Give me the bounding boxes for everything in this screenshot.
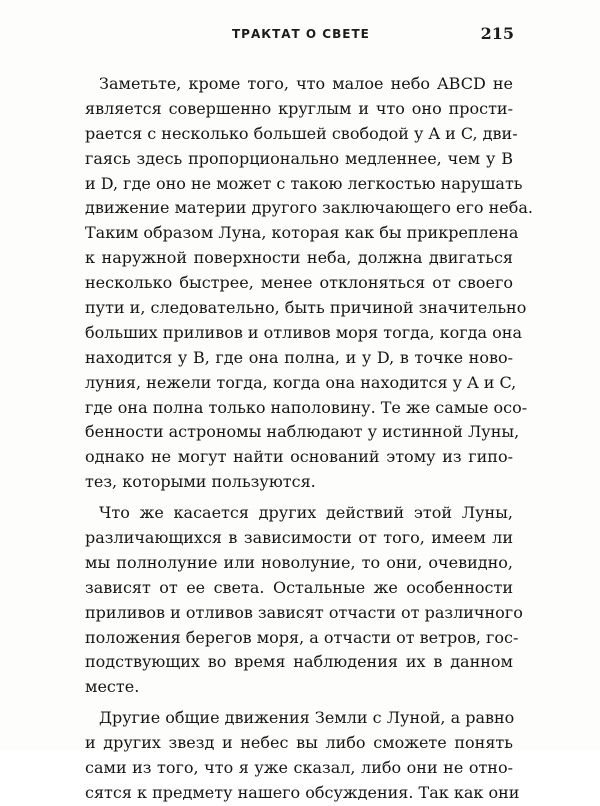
text-line: является совершенно круглым и что оно прости- bbox=[85, 98, 513, 118]
text-line: несколько быстрее, менее отклоняться от своего bbox=[85, 273, 513, 293]
text-line: сятся к предмету нашего обсуждения. Так как они bbox=[85, 782, 520, 802]
text-line: Другие общие движения Земли с Луной, а равно bbox=[99, 708, 515, 728]
text-line: бенности астрономы наблюдают у истинной Луны, bbox=[85, 422, 520, 442]
text-line: мы полнолуние или новолуние, то они, очевидно, bbox=[85, 552, 513, 572]
text-line: движение материи другого заключающего его неба. bbox=[85, 198, 533, 218]
text-line: гаясь здесь пропорционально медленнее, чем у B bbox=[85, 148, 513, 168]
text-line: однако не могут найти оснований этому из гипо- bbox=[85, 447, 513, 467]
paragraph-2 bbox=[85, 501, 523, 700]
text-line: рается с несколько большей свободой у A и C, дви- bbox=[85, 123, 518, 143]
paragraph-1 bbox=[85, 72, 533, 495]
text-line: Заметьте, кроме того, что малое небо ABCD не bbox=[99, 74, 513, 93]
text-line: где она полна только наполовину. Те же самые осо- bbox=[85, 397, 528, 417]
text-line: луния, нежели тогда, когда она находится у A и C, bbox=[85, 372, 517, 392]
text-line: различающихся в зависимости от того, имеем ли bbox=[85, 528, 513, 548]
text-line: Таким образом Луна, которая как бы прикреплена bbox=[85, 223, 519, 243]
text-line: зависят от ее света. Остальные же особенности bbox=[85, 577, 513, 597]
body-text bbox=[85, 72, 533, 806]
text-line: и D, где оно не может с такою легкостью нарушать bbox=[85, 173, 523, 193]
text-line: тез, которыми пользуются. bbox=[85, 472, 316, 492]
text-line: и других звезд и небес вы либо сможете понять bbox=[85, 733, 513, 753]
text-line: к наружной поверхности неба, должна двигаться bbox=[85, 248, 513, 268]
running-title: ТРАКТАТ О СВЕТЕ bbox=[232, 27, 370, 41]
text-line: месте. bbox=[85, 677, 140, 697]
text-line: сами из того, что я уже сказал, либо они не отно- bbox=[85, 758, 513, 778]
text-line: подствующих во время наблюдения их в данном bbox=[85, 652, 513, 672]
paragraph-3 bbox=[85, 706, 520, 806]
text-line: Что же касается других действий этой Луны, bbox=[99, 503, 513, 523]
text-line: находится у B, где она полна, и у D, в точке ново- bbox=[85, 347, 513, 367]
text-line: пути и, следовательно, быть причиной значительно bbox=[85, 298, 527, 318]
page-number: 215 bbox=[480, 24, 514, 43]
text-line: приливов и отливов зависят отчасти от различного bbox=[85, 602, 523, 622]
text-line: положения берегов моря, а отчасти от ветров, гос- bbox=[85, 627, 519, 647]
text-line: больших приливов и отливов моря тогда, когда она bbox=[85, 322, 522, 342]
